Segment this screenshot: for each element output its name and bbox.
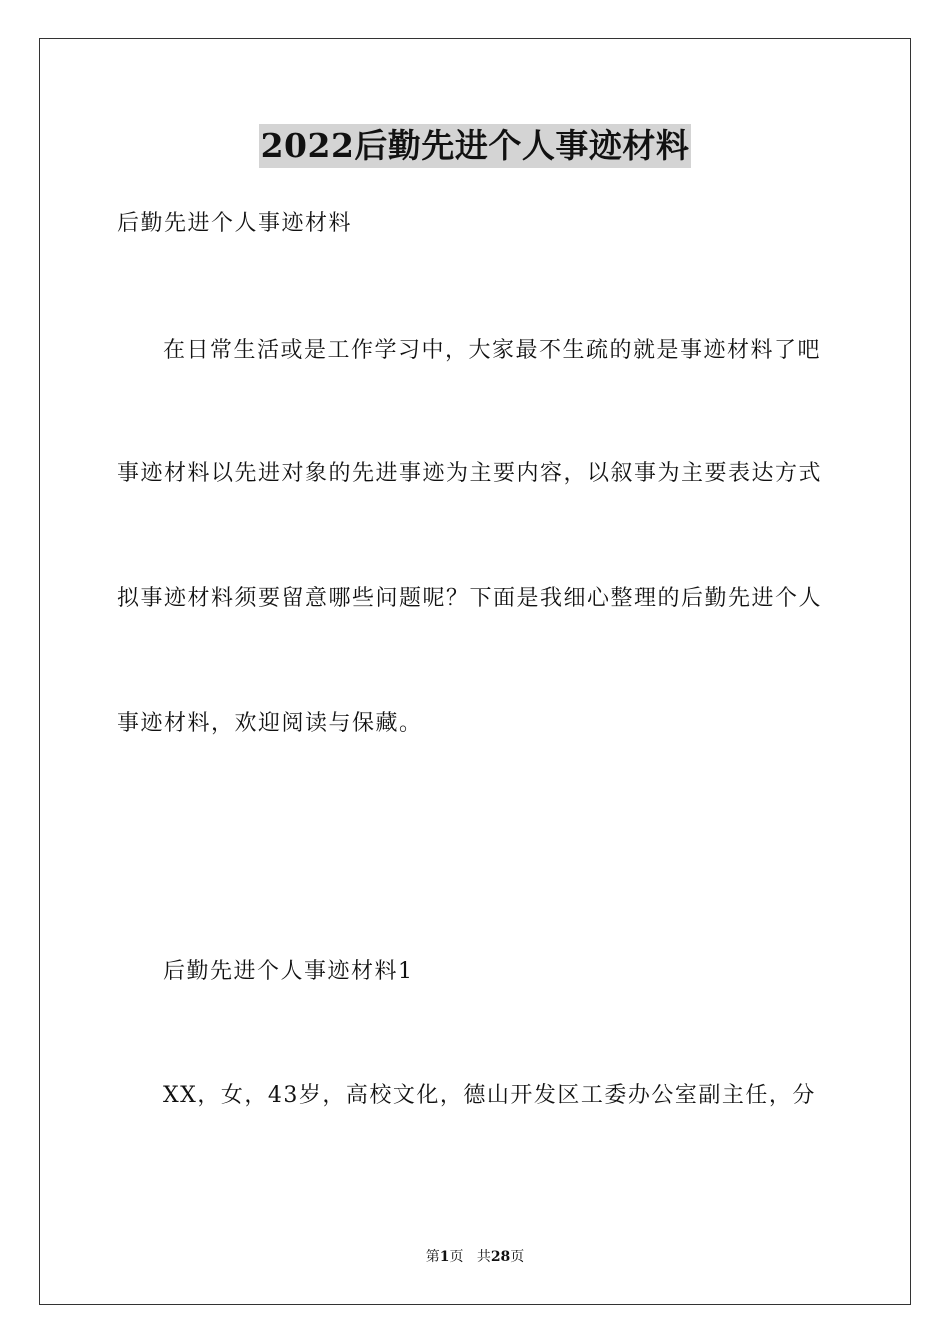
footer-page-number: 1 bbox=[439, 1249, 450, 1265]
paragraph-line-2: 事迹材料以先进对象的先进事迹为主要内容，以叙事为主要表达方式 bbox=[117, 461, 823, 486]
document-subtitle: 后勤先进个人事迹材料 bbox=[117, 211, 353, 236]
paragraph-line-4: 事迹材料，欢迎阅读与保藏。 bbox=[117, 711, 423, 736]
footer-total-prefix: 共 bbox=[476, 1249, 491, 1265]
footer-page-unit: 页 bbox=[449, 1249, 464, 1265]
document-title: 2022后勤先进个人事迹材料 bbox=[259, 124, 692, 168]
section-first-line: XX，女，43岁，高校文化，德山开发区工委办公室副主任，分 bbox=[163, 1083, 816, 1108]
paragraph-line-3: 拟事迹材料须要留意哪些问题呢？下面是我细心整理的后勤先进个人 bbox=[117, 586, 823, 611]
paragraph-line-1: 在日常生活或是工作学习中，大家最不生疏的就是事迹材料了吧 bbox=[163, 338, 822, 363]
footer-page-prefix: 第 bbox=[425, 1249, 440, 1265]
footer-total-pages: 28 bbox=[490, 1249, 511, 1265]
page-footer bbox=[0, 1247, 950, 1267]
title-container bbox=[0, 124, 950, 168]
footer-total-unit: 页 bbox=[510, 1249, 525, 1265]
section-heading: 后勤先进个人事迹材料1 bbox=[163, 959, 414, 984]
